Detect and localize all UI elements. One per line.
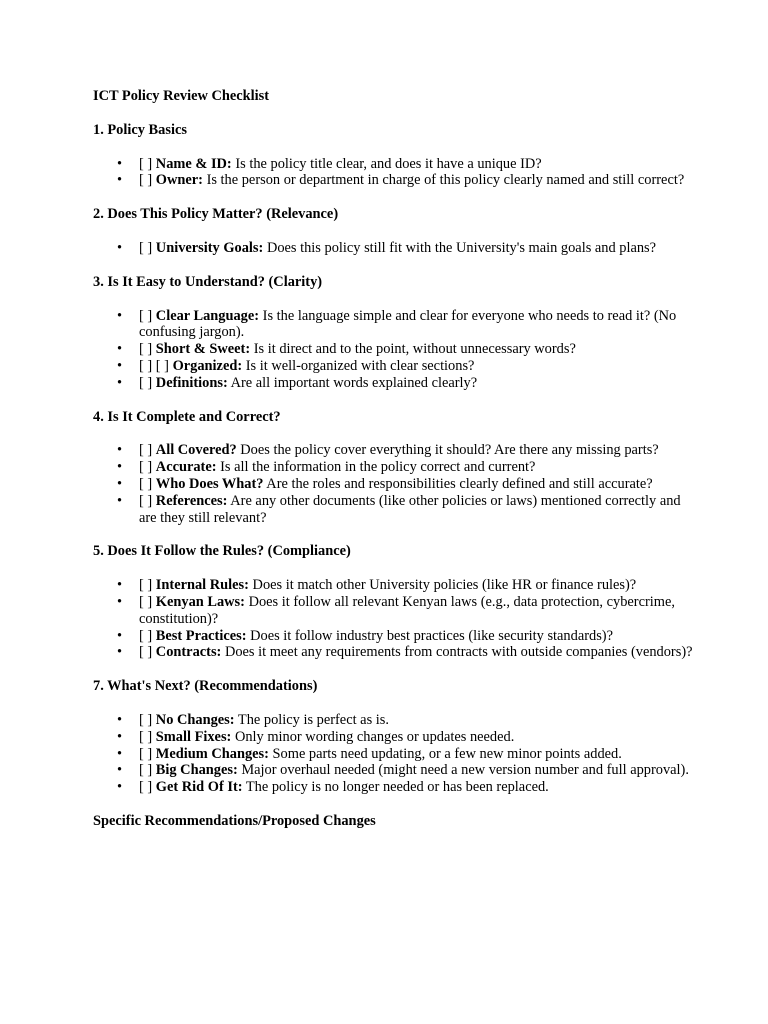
checklist <box>93 308 693 392</box>
item-text: Does this policy still fit with the University's main goals and plans? <box>266 239 657 256</box>
item-text: Are any other documents (like other policies or laws) mentioned correctly and are they still relevant? <box>139 492 681 526</box>
item-term: Accurate: <box>155 459 217 476</box>
bullet-icon: • <box>117 307 123 324</box>
item-term: All Covered? <box>155 442 237 459</box>
item-term: Medium Changes: <box>155 745 269 762</box>
checklist <box>93 712 693 796</box>
section-heading: 5. Does It Follow the Rules? (Compliance) <box>93 543 351 560</box>
checklist <box>93 156 693 190</box>
bullet-icon: • <box>117 459 123 476</box>
bullet-icon: • <box>117 239 123 256</box>
item-term: Name & ID: <box>155 155 232 172</box>
item-text: Only minor wording changes or updates needed. <box>234 728 515 745</box>
checklist-item <box>117 155 693 173</box>
bullet-icon: • <box>117 442 123 459</box>
item-text: Major overhaul needed (might need a new version number and full approval). <box>241 762 689 779</box>
item-term: Get Rid Of It: <box>155 779 243 796</box>
checkbox-marker: [ ] <box>139 644 153 661</box>
checkbox-marker: [ ] <box>139 459 153 476</box>
checklist-item <box>117 593 693 628</box>
item-text: Does it match other University policies (like HR or finance rules)? <box>252 577 637 594</box>
item-term: Kenyan Laws: <box>155 593 245 610</box>
item-text: Does it follow industry best practices (like security standards)? <box>250 627 613 644</box>
bullet-icon: • <box>117 492 123 509</box>
bullet-icon: • <box>117 644 123 661</box>
checklist-item <box>117 762 693 779</box>
checkbox-marker: [ ] <box>139 442 153 459</box>
bullet-icon: • <box>117 745 123 762</box>
checklist-item <box>117 442 693 459</box>
bullet-icon: • <box>117 172 123 189</box>
checklist-item <box>117 475 693 493</box>
item-term: Best Practices: <box>155 627 247 644</box>
checklist-item <box>117 374 693 392</box>
item-text: Is it well-organized with clear sections? <box>245 357 475 374</box>
checklist-item <box>117 728 693 746</box>
checkbox-marker: [ ] <box>139 155 153 172</box>
checkbox-marker: [ ] <box>139 728 153 745</box>
checklist-item <box>117 779 693 796</box>
item-term: Clear Language: <box>155 307 260 324</box>
item-text: Is the policy title clear, and does it have a unique ID? <box>235 155 542 172</box>
document-page <box>93 88 693 830</box>
item-text: Is all the information in the policy correct and current? <box>220 459 536 476</box>
checkbox-marker: [ ] <box>139 745 153 762</box>
checkbox-marker: [ ] <box>139 374 153 391</box>
checkbox-marker: [ ] <box>139 762 153 779</box>
section-heading: 2. Does This Policy Matter? (Relevance) <box>93 206 339 223</box>
bullet-icon: • <box>117 779 123 796</box>
item-text: The policy is no longer needed or has been replaced. <box>245 779 549 796</box>
bullet-icon: • <box>117 593 123 610</box>
checkbox-marker: [ ] <box>139 577 153 594</box>
item-text: Is the language simple and clear for everyone who needs to read it? (No confusing jargon). <box>139 307 677 341</box>
checkbox-marker: [ ] <box>139 307 153 324</box>
checkbox-marker: [ ] <box>139 593 153 610</box>
checklist-item <box>117 711 693 729</box>
checkbox-marker: [ ] <box>139 341 153 358</box>
item-text: Is the person or department in charge of this policy clearly named and still correct? <box>206 172 685 189</box>
checkbox-marker: [ ] <box>139 239 153 256</box>
checklist-item <box>117 644 693 661</box>
item-text: Are all important words explained clearly? <box>230 374 478 391</box>
checklist <box>93 442 693 526</box>
checkbox-marker: [ ] <box>139 475 153 492</box>
item-term: Contracts: <box>155 644 222 661</box>
bullet-icon: • <box>117 155 123 172</box>
checklist-item <box>117 745 693 763</box>
checklist-item <box>117 307 693 342</box>
bullet-icon: • <box>117 341 123 358</box>
item-text: Is it direct and to the point, without unnecessary words? <box>253 341 576 358</box>
item-term: References: <box>155 492 228 509</box>
item-term: Big Changes: <box>155 762 238 779</box>
checklist <box>93 240 693 257</box>
item-term: Internal Rules: <box>155 577 249 594</box>
checklist-item <box>117 357 693 375</box>
bullet-icon: • <box>117 475 123 492</box>
section-heading: 4. Is It Complete and Correct? <box>93 408 281 425</box>
bullet-icon: • <box>117 374 123 391</box>
closing-heading: Specific Recommendations/Proposed Changes <box>93 812 376 829</box>
bullet-icon: • <box>117 711 123 728</box>
item-term: Organized: <box>172 357 243 374</box>
checklist-item <box>117 627 693 645</box>
checklist-item <box>117 577 693 594</box>
item-term: No Changes: <box>155 711 235 728</box>
checkbox-marker: [ ] <box>139 492 153 509</box>
item-text: Some parts need updating, or a few new minor points added. <box>272 745 622 762</box>
bullet-icon: • <box>117 762 123 779</box>
checklist-item <box>117 492 693 527</box>
checkbox-marker: [ ] <box>139 627 153 644</box>
item-text: Does it follow all relevant Kenyan laws (e.g., data protection, cybercrime, constitution)? <box>139 593 675 627</box>
bullet-icon: • <box>117 577 123 594</box>
item-term: Who Does What? <box>155 475 264 492</box>
checkbox-marker: [ ] [ ] <box>139 357 169 374</box>
item-term: Owner: <box>155 172 203 189</box>
section-heading: 1. Policy Basics <box>93 121 187 138</box>
section-heading: 7. What's Next? (Recommendations) <box>93 678 318 695</box>
item-term: University Goals: <box>155 239 264 256</box>
item-text: Are the roles and responsibilities clearly defined and still accurate? <box>266 475 653 492</box>
checkbox-marker: [ ] <box>139 711 153 728</box>
item-term: Small Fixes: <box>155 728 232 745</box>
bullet-icon: • <box>117 627 123 644</box>
checklist-item <box>117 459 693 476</box>
item-text: The policy is perfect as is. <box>237 711 389 728</box>
checklist-item <box>117 172 693 189</box>
checklist-item <box>117 341 693 358</box>
checkbox-marker: [ ] <box>139 172 153 189</box>
item-term: Definitions: <box>155 374 228 391</box>
bullet-icon: • <box>117 728 123 745</box>
document-title: ICT Policy Review Checklist <box>93 88 270 104</box>
item-text: Does it meet any requirements from contracts with outside companies (vendors)? <box>224 644 693 661</box>
checkbox-marker: [ ] <box>139 779 153 796</box>
checklist-item <box>117 239 693 257</box>
section-heading: 3. Is It Easy to Understand? (Clarity) <box>93 273 323 290</box>
checklist <box>93 577 693 661</box>
sections-container <box>93 122 693 796</box>
item-term: Short & Sweet: <box>155 341 251 358</box>
item-text: Does the policy cover everything it should? Are there any missing parts? <box>240 442 659 459</box>
bullet-icon: • <box>117 357 123 374</box>
